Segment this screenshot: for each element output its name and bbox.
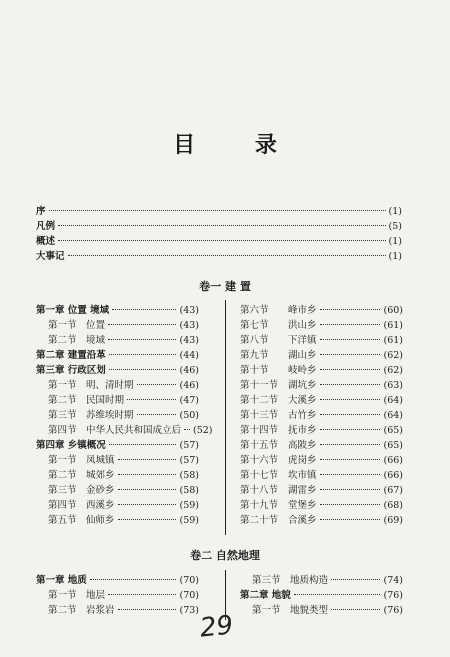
toc-section-entry <box>36 393 199 408</box>
page-number: (61) <box>383 335 403 346</box>
section-title: 仙师乡 <box>86 515 115 526</box>
section-number: 第十八节 <box>240 485 279 496</box>
section-number: 第三节 <box>48 410 77 421</box>
section-title: 虎岗乡 <box>288 455 317 466</box>
dot-leader <box>331 579 380 580</box>
dot-leader <box>90 579 177 580</box>
dot-leader <box>137 414 177 415</box>
section-title: 湖坑乡 <box>288 380 317 391</box>
section-title: 大溪乡 <box>288 395 317 406</box>
toc-front-entry <box>36 234 402 249</box>
toc-chapter-entry <box>240 588 403 603</box>
dot-leader <box>320 324 381 325</box>
dot-leader <box>294 594 381 595</box>
dot-leader <box>108 594 176 595</box>
page-number: (1) <box>388 251 402 262</box>
dot-leader <box>112 309 176 310</box>
page-number: (64) <box>383 410 403 421</box>
toc-section-entry <box>240 408 403 423</box>
page-number: (57) <box>179 440 199 451</box>
toc-section-entry <box>240 393 403 408</box>
section-number: 第三节 <box>48 485 77 496</box>
section-title: 下洋镇 <box>288 335 317 346</box>
section-title: 地貌类型 <box>290 605 329 616</box>
dot-leader <box>331 609 380 610</box>
toc-section-entry <box>36 378 199 393</box>
dot-leader <box>68 255 386 256</box>
section-title: 湖雷乡 <box>288 485 317 496</box>
page-number: (58) <box>179 485 199 496</box>
toc-section-entry <box>240 573 403 588</box>
dot-leader <box>127 399 176 400</box>
section-number: 第十六节 <box>240 455 279 466</box>
page-number: (1) <box>388 206 402 217</box>
toc-section-entry <box>240 468 403 483</box>
dot-leader <box>118 474 177 475</box>
page-number: (64) <box>383 395 403 406</box>
dot-leader <box>320 309 381 310</box>
section-number: 第六节 <box>240 305 269 316</box>
toc-section-entry <box>240 438 403 453</box>
section-number: 第一节 <box>48 320 77 331</box>
page-number: (65) <box>383 440 403 451</box>
toc-section-entry <box>240 513 403 528</box>
section-number: 第十九节 <box>240 500 279 511</box>
section-number: 第七节 <box>240 320 269 331</box>
handwritten-page-number: 29 <box>198 610 235 644</box>
section-title: 抚市乡 <box>288 425 317 436</box>
page-number: (59) <box>179 515 199 526</box>
toc-section-entry <box>36 468 199 483</box>
section-number: 第十七节 <box>240 470 279 481</box>
volume-2-right-column <box>240 573 403 618</box>
dot-leader <box>137 384 177 385</box>
toc-section-entry <box>240 378 403 393</box>
toc-section-entry <box>240 333 403 348</box>
toc-section-entry <box>36 423 213 438</box>
dot-leader <box>118 609 177 610</box>
dot-leader <box>108 339 176 340</box>
dot-leader <box>118 489 177 490</box>
section-title: 凤城镇 <box>86 455 115 466</box>
dot-leader <box>320 339 381 340</box>
section-number: 第一节 <box>48 380 77 391</box>
toc-section-entry <box>36 513 199 528</box>
chapter-title: 第一章 位置 境域 <box>36 305 110 316</box>
dot-leader <box>320 354 381 355</box>
section-number: 第二节 <box>48 395 77 406</box>
section-title: 坎市镇 <box>288 470 317 481</box>
page-number: (59) <box>179 500 199 511</box>
section-number: 第一节 <box>252 605 281 616</box>
page-number: (43) <box>179 320 199 331</box>
toc-section-entry <box>240 303 403 318</box>
page-number: (58) <box>179 470 199 481</box>
page-number: (1) <box>388 236 402 247</box>
volume-2-left-column <box>36 573 199 618</box>
page-number: (5) <box>388 221 402 232</box>
section-number: 第四节 <box>48 500 77 511</box>
section-number: 第八节 <box>240 335 269 346</box>
section-title: 苏维埃时期 <box>86 410 134 421</box>
volume-1-right-column <box>240 303 403 528</box>
toc-section-entry <box>240 603 403 618</box>
section-title: 湖山乡 <box>288 350 317 361</box>
section-title: 地层 <box>86 590 106 601</box>
page-number: (63) <box>383 380 403 391</box>
section-title: 洪山乡 <box>288 320 317 331</box>
page-number: (76) <box>383 605 403 616</box>
section-number: 第十五节 <box>240 440 279 451</box>
toc-section-entry <box>36 498 199 513</box>
toc-section-entry <box>36 603 199 618</box>
toc-chapter-entry <box>36 573 199 588</box>
page-number: (62) <box>383 350 403 361</box>
section-number: 第二十节 <box>240 515 279 526</box>
section-title: 高陂乡 <box>288 440 317 451</box>
section-number: 第十四节 <box>240 425 279 436</box>
dot-leader <box>320 489 381 490</box>
chapter-title: 第四章 乡镇概况 <box>36 440 106 451</box>
section-number: 第十节 <box>240 365 269 376</box>
page-number: (52) <box>193 425 213 436</box>
toc-section-entry <box>36 453 199 468</box>
dot-leader <box>320 459 381 460</box>
section-title: 明、清时期 <box>86 380 134 391</box>
section-number: 第三节 <box>252 575 281 586</box>
toc-section-entry <box>240 348 403 363</box>
chapter-title: 第二章 建置沿革 <box>36 350 106 361</box>
section-number: 第二节 <box>48 335 77 346</box>
page-number: (70) <box>179 590 199 601</box>
toc-chapter-entry <box>36 348 199 363</box>
section-title: 地质构造 <box>290 575 329 586</box>
toc-section-entry <box>240 453 403 468</box>
page-title: 目 录 <box>173 132 303 158</box>
dot-leader <box>184 429 190 430</box>
entry-title: 序 <box>36 206 46 217</box>
section-title: 岐岭乡 <box>288 365 317 376</box>
column-divider <box>225 300 226 535</box>
volume-1-left-column <box>36 303 213 528</box>
page-number: (66) <box>383 470 403 481</box>
page-number: (68) <box>383 500 403 511</box>
toc-section-entry <box>240 318 403 333</box>
section-number: 第十三节 <box>240 410 279 421</box>
section-title: 位置 <box>86 320 106 331</box>
page-number: (44) <box>179 350 199 361</box>
volume-1-title: 卷一 建 置 <box>199 280 251 293</box>
page-number: (74) <box>383 575 403 586</box>
section-title: 古竹乡 <box>288 410 317 421</box>
chapter-title: 第二章 地貌 <box>240 590 291 601</box>
entry-title: 凡例 <box>36 221 56 232</box>
toc-section-entry <box>240 483 403 498</box>
front-matter-list <box>36 204 402 264</box>
section-title: 岩浆岩 <box>86 605 115 616</box>
entry-title: 大事记 <box>36 251 65 262</box>
page-number: (46) <box>179 365 199 376</box>
toc-section-entry <box>240 423 403 438</box>
section-title: 境域 <box>86 335 106 346</box>
section-title: 合溪乡 <box>288 515 317 526</box>
chapter-title: 第一章 地质 <box>36 575 87 586</box>
page-number: (76) <box>383 590 403 601</box>
volume-2-title: 卷二 自然地理 <box>190 549 260 562</box>
section-number: 第四节 <box>48 425 77 436</box>
section-number: 第一节 <box>48 455 77 466</box>
page-number: (67) <box>383 485 403 496</box>
toc-section-entry <box>36 408 199 423</box>
page-number: (43) <box>179 335 199 346</box>
toc-section-entry <box>36 483 199 498</box>
page-number: (57) <box>179 455 199 466</box>
page-number: (62) <box>383 365 403 376</box>
section-number: 第十一节 <box>240 380 279 391</box>
toc-section-entry <box>240 363 403 378</box>
section-title: 峰市乡 <box>288 305 317 316</box>
dot-leader <box>320 369 381 370</box>
dot-leader <box>58 240 386 241</box>
toc-front-entry <box>36 204 402 219</box>
section-number: 第九节 <box>240 350 269 361</box>
section-title: 堂堡乡 <box>288 500 317 511</box>
page-number: (43) <box>179 305 199 316</box>
page-number: (73) <box>179 605 199 616</box>
section-title: 城郊乡 <box>86 470 115 481</box>
dot-leader <box>320 384 381 385</box>
section-number: 第一节 <box>48 590 77 601</box>
page-number: (46) <box>179 380 199 391</box>
page-number: (47) <box>179 395 199 406</box>
toc-section-entry <box>240 498 403 513</box>
dot-leader <box>320 399 381 400</box>
dot-leader <box>320 504 381 505</box>
toc-section-entry <box>36 318 199 333</box>
section-number: 第五节 <box>48 515 77 526</box>
dot-leader <box>49 210 386 211</box>
page-number: (61) <box>383 320 403 331</box>
chapter-title: 第三章 行政区划 <box>36 365 106 376</box>
toc-chapter-entry <box>36 363 199 378</box>
section-title: 民国时期 <box>86 395 125 406</box>
dot-leader <box>320 444 381 445</box>
dot-leader <box>320 414 381 415</box>
toc-front-entry <box>36 249 402 264</box>
dot-leader <box>58 225 386 226</box>
dot-leader <box>118 519 177 520</box>
dot-leader <box>118 504 177 505</box>
dot-leader <box>108 324 176 325</box>
dot-leader <box>118 459 177 460</box>
toc-chapter-entry <box>36 303 199 318</box>
dot-leader <box>320 474 381 475</box>
dot-leader <box>109 369 177 370</box>
dot-leader <box>109 354 177 355</box>
dot-leader <box>320 429 381 430</box>
page-number: (70) <box>179 575 199 586</box>
page-number: (50) <box>179 410 199 421</box>
section-title: 中华人民共和国成立后 <box>86 425 182 436</box>
entry-title: 概述 <box>36 236 56 247</box>
page-number: (65) <box>383 425 403 436</box>
toc-section-entry <box>36 333 199 348</box>
page-number: (60) <box>383 305 403 316</box>
toc-front-entry <box>36 219 402 234</box>
dot-leader <box>320 519 381 520</box>
section-number: 第二节 <box>48 605 77 616</box>
page-number: (66) <box>383 455 403 466</box>
page-number: (69) <box>383 515 403 526</box>
section-title: 西溪乡 <box>86 500 115 511</box>
section-number: 第十二节 <box>240 395 279 406</box>
dot-leader <box>109 444 177 445</box>
toc-section-entry <box>36 588 199 603</box>
section-number: 第二节 <box>48 470 77 481</box>
section-title: 金砂乡 <box>86 485 115 496</box>
toc-chapter-entry <box>36 438 199 453</box>
